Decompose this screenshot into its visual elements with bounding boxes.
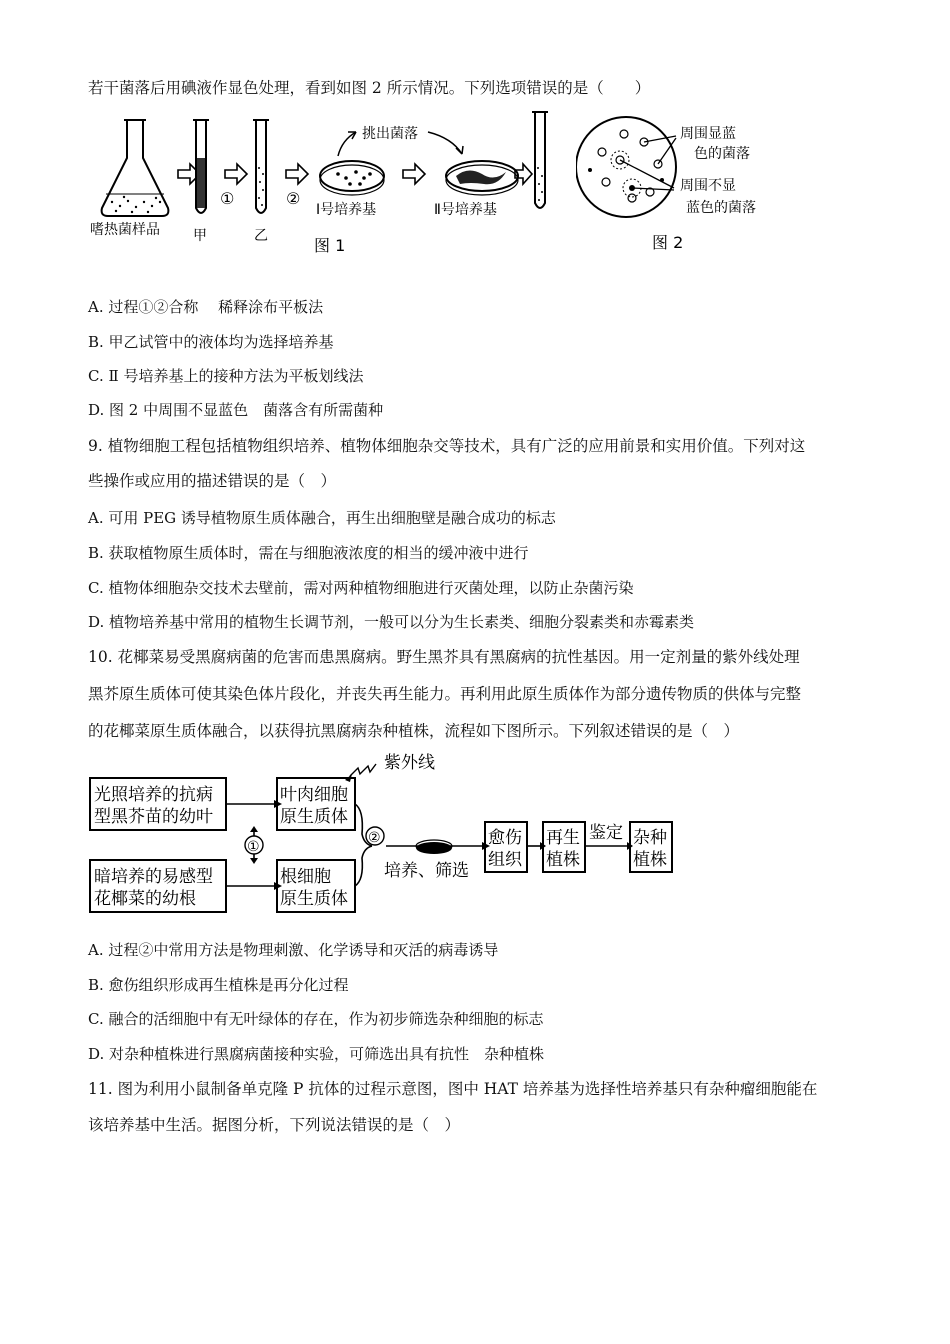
plate-2-label: Ⅱ号培养基 <box>434 202 497 218</box>
box-rootcell-line-1: 根细胞 <box>280 867 331 887</box>
box-mesophyll-line-2: 原生质体 <box>280 807 348 827</box>
hybrid-line-2: 植株 <box>633 850 667 870</box>
q10-option-d: D. 对杂种植株进行黑腐病菌接种实验，可筛选出具有抗性 杂种植株 <box>88 1045 545 1063</box>
flow-step-1: ① <box>247 839 260 855</box>
figure-1 <box>90 108 570 263</box>
uv-label: 紫外线 <box>384 753 435 773</box>
box-root-line-1: 暗培养的易感型 <box>94 867 213 887</box>
q10-flow-diagram <box>88 750 688 920</box>
figure-2 <box>576 112 796 252</box>
q9-stem-line-2: 些操作或应用的描述错误的是（ ） <box>88 472 337 490</box>
q9-option-b: B. 获取植物原生质体时，需在与细胞液浓度的相当的缓冲液中进行 <box>88 544 529 562</box>
flow-step-2: ② <box>368 830 381 846</box>
q9-option-d: D. 植物培养基中常用的植物生长调节剂，一般可以分为生长素类、细胞分裂素类和赤霉素类 <box>88 613 695 631</box>
q8-option-a: A. 过程①②合称 稀释涂布平板法 <box>88 298 324 316</box>
q11-stem-line-1: 11. 图为利用小鼠制备单克隆 P 抗体的过程示意图，图中 HAT 培养基为选择性培养基只有杂种瘤细胞能在 <box>88 1080 818 1098</box>
box-mesophyll-line-1: 叶肉细胞 <box>280 785 348 805</box>
pick-colony-label: 挑出菌落 <box>362 126 418 142</box>
q11-stem-line-2: 该培养基中生活。据图分析，下列说法错误的是（ ） <box>88 1116 461 1134</box>
q9-option-c: C. 植物体细胞杂交技术去壁前，需对两种植物细胞进行灭菌处理，以防止杂菌污染 <box>88 579 634 597</box>
box-root-line-2: 花椰菜的幼根 <box>94 889 196 909</box>
step-2-label: ② <box>286 189 301 208</box>
callus-line-2: 组织 <box>488 850 522 870</box>
identify-label: 鉴定 <box>589 823 623 843</box>
q10-stem-line-1: 10. 花椰菜易受黑腐病菌的危害而患黑腐病。野生黑芥具有黑腐病的抗性基因。用一定剂量的紫外线处理 <box>88 648 800 666</box>
fig2-label-noblue-1: 周围不显 <box>680 178 736 194</box>
q10-option-a: A. 过程②中常用方法是物理刺激、化学诱导和灭活的病毒诱导 <box>88 941 499 959</box>
q8-option-b: B. 甲乙试管中的液体均为选择培养基 <box>88 333 334 351</box>
q8-option-d: D. 图 2 中周围不显蓝色 菌落含有所需菌种 <box>88 401 384 419</box>
tube-jia-label: 甲 <box>193 228 207 244</box>
q9-option-a: A. 可用 PEG 诱导植物原生质体融合，再生出细胞壁是融合成功的标志 <box>88 509 556 527</box>
q8-option-c: C. Ⅱ 号培养基上的接种方法为平板划线法 <box>88 367 364 385</box>
dish-label: 培养、筛选 <box>384 861 469 881</box>
plate-1-label: Ⅰ号培养基 <box>316 202 377 218</box>
step-1-label: ① <box>220 189 235 208</box>
fig2-label-blue-2: 色的菌落 <box>694 146 750 162</box>
q10-option-b: B. 愈伤组织形成再生植株是再分化过程 <box>88 976 349 994</box>
fig2-label-blue-1: 周围显蓝 <box>680 126 736 142</box>
regen-line-2: 植株 <box>546 850 580 870</box>
tube-yi-label: 乙 <box>254 228 268 244</box>
q10-stem-line-3: 的花椰菜原生质体融合，以获得抗黑腐病杂种植株，流程如下图所示。下列叙述错误的是（ ） <box>88 722 740 740</box>
q9-stem-line-1: 9. 植物细胞工程包括植物组织培养、植物体细胞杂交等技术，具有广泛的应用前景和实用价值。下列对这 <box>88 437 806 455</box>
figure-1-caption: 图 1 <box>314 236 346 255</box>
figure-2-caption: 图 2 <box>652 233 684 252</box>
box-leaf-line-2: 型黑芥苗的幼叶 <box>94 807 213 827</box>
callus-line-1: 愈伤 <box>488 828 522 848</box>
regen-line-1: 再生 <box>546 828 580 848</box>
box-leaf-line-1: 光照培养的抗病 <box>94 785 213 805</box>
flask-label: 嗜热菌样品 <box>90 222 160 238</box>
hybrid-line-1: 杂种 <box>633 828 667 848</box>
box-rootcell-line-2: 原生质体 <box>280 889 348 909</box>
q10-option-c: C. 融合的活细胞中有无叶绿体的存在，作为初步筛选杂种细胞的标志 <box>88 1010 544 1028</box>
q8-intro: 若干菌落后用碘液作显色处理，看到如图 2 所示情况。下列选项错误的是（ ） <box>88 79 651 97</box>
fig2-label-noblue-2: 蓝色的菌落 <box>686 200 756 216</box>
q10-stem-line-2: 黑芥原生质体可使其染色体片段化，并丧失再生能力。再利用此原生质体作为部分遗传物质的供体与完整 <box>88 685 802 703</box>
